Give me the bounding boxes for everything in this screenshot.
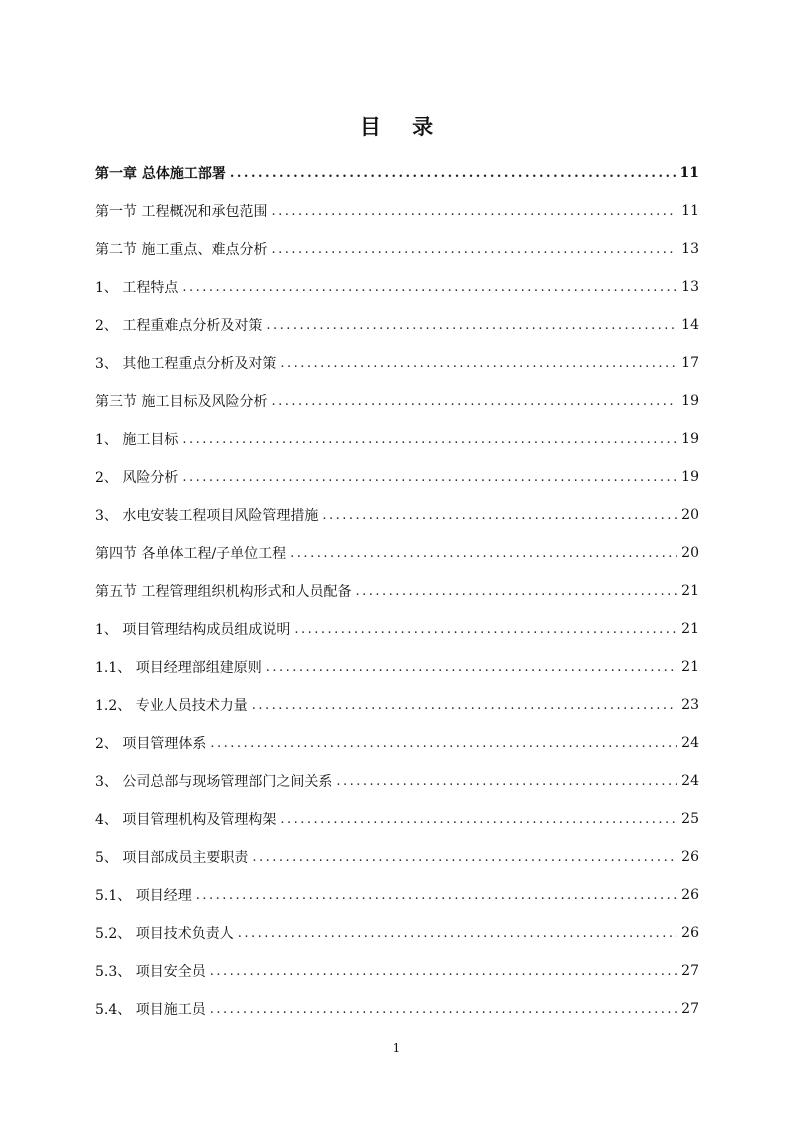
toc-entry-label: 1、 项目管理结构成员组成说明 (95, 622, 291, 638)
toc-entry-label: 第一节 工程概况和承包范围 (95, 204, 268, 220)
dot-leader (182, 471, 677, 484)
toc-entry-page: 17 (681, 355, 699, 371)
toc-entry[interactable] (95, 534, 699, 572)
toc-entry-page: 21 (681, 621, 699, 637)
toc-entry-page: 19 (681, 431, 699, 447)
toc-entry-label: 2、 风险分析 (95, 470, 179, 486)
toc-entry[interactable] (95, 192, 699, 230)
dot-leader (252, 699, 677, 712)
dot-leader (210, 737, 677, 750)
dot-leader (294, 623, 677, 636)
toc-entry-label: 5.3、 项目安全员 (95, 964, 206, 980)
toc-entry-page: 24 (681, 735, 699, 751)
toc-entry-label: 1.2、 专业人员技术力量 (95, 698, 248, 714)
toc-entry[interactable] (95, 154, 699, 192)
toc-entry[interactable] (95, 990, 699, 1028)
dot-leader (271, 243, 677, 256)
toc-entry[interactable] (95, 572, 699, 610)
toc-entry-page: 27 (681, 1001, 699, 1017)
dot-leader (290, 547, 677, 560)
toc-entry-label: 2、 项目管理体系 (95, 736, 207, 752)
toc-entry-label: 3、 其他工程重点分析及对策 (95, 356, 277, 372)
toc-entry-page: 23 (681, 697, 699, 713)
toc-entry[interactable] (95, 268, 699, 306)
dot-leader (266, 661, 677, 674)
dot-leader (266, 319, 677, 332)
dot-leader (280, 357, 677, 370)
toc-entry-label: 第一章 总体施工部署 (95, 166, 226, 182)
toc-entry-page: 21 (681, 659, 699, 675)
toc-entry-label: 1、 工程特点 (95, 280, 179, 296)
toc-entry-page: 24 (681, 773, 699, 789)
dot-leader (322, 509, 677, 522)
toc-entry-label: 第三节 施工目标及风险分析 (95, 394, 268, 410)
toc-entry[interactable] (95, 306, 699, 344)
toc-entry-label: 第五节 工程管理组织机构形式和人员配备 (95, 584, 352, 600)
toc-entry-page: 26 (681, 887, 699, 903)
toc-entry-label: 2、 工程重难点分析及对策 (95, 318, 263, 334)
dot-leader (252, 851, 677, 864)
dot-leader (182, 281, 677, 294)
toc-entry-page: 11 (679, 165, 699, 181)
toc-entry-page: 11 (681, 203, 699, 219)
dot-leader (271, 205, 677, 218)
dot-leader (182, 433, 677, 446)
dot-leader (196, 889, 677, 902)
page-number: 1 (392, 1041, 401, 1055)
toc-entry-page: 13 (681, 241, 699, 257)
toc-entry[interactable] (95, 420, 699, 458)
toc-entry[interactable] (95, 610, 699, 648)
toc-entry-label: 5.4、 项目施工员 (95, 1002, 206, 1018)
toc-entry[interactable] (95, 952, 699, 990)
toc-entry[interactable] (95, 914, 699, 952)
toc-entry-page: 13 (681, 279, 699, 295)
table-of-contents (95, 154, 699, 1028)
toc-entry-page: 21 (681, 583, 699, 599)
toc-entry[interactable] (95, 686, 699, 724)
toc-entry-label: 5.2、 项目技术负责人 (95, 926, 234, 942)
toc-entry[interactable] (95, 724, 699, 762)
toc-entry-label: 3、 公司总部与现场管理部门之间关系 (95, 774, 333, 790)
toc-entry-page: 26 (681, 849, 699, 865)
toc-entry-page: 20 (681, 545, 699, 561)
toc-entry-page: 19 (681, 393, 699, 409)
dot-leader (210, 965, 677, 978)
dot-leader (355, 585, 677, 598)
toc-entry-label: 第四节 各单体工程/子单位工程 (95, 546, 287, 562)
toc-entry[interactable] (95, 230, 699, 268)
toc-entry-page: 14 (681, 317, 699, 333)
dot-leader (280, 813, 677, 826)
page-title: 目 录 (359, 114, 446, 139)
dot-leader (336, 775, 677, 788)
toc-entry-label: 4、 项目管理机构及管理构架 (95, 812, 277, 828)
toc-entry[interactable] (95, 838, 699, 876)
toc-entry-page: 26 (681, 925, 699, 941)
toc-entry-label: 1、 施工目标 (95, 432, 179, 448)
toc-entry[interactable] (95, 762, 699, 800)
toc-entry[interactable] (95, 876, 699, 914)
toc-entry-label: 5、 项目部成员主要职责 (95, 850, 249, 866)
toc-entry-page: 25 (681, 811, 699, 827)
toc-entry-label: 第二节 施工重点、难点分析 (95, 242, 268, 258)
toc-entry-label: 5.1、 项目经理 (95, 888, 192, 904)
dot-leader (238, 927, 677, 940)
toc-entry[interactable] (95, 382, 699, 420)
dot-leader (230, 167, 676, 180)
toc-entry-label: 1.1、 项目经理部组建原则 (95, 660, 262, 676)
toc-entry[interactable] (95, 800, 699, 838)
toc-entry-page: 19 (681, 469, 699, 485)
toc-entry[interactable] (95, 344, 699, 382)
toc-entry[interactable] (95, 496, 699, 534)
toc-entry[interactable] (95, 458, 699, 496)
toc-entry[interactable] (95, 648, 699, 686)
toc-entry-page: 27 (681, 963, 699, 979)
toc-entry-page: 20 (681, 507, 699, 523)
toc-entry-label: 3、 水电安装工程项目风险管理措施 (95, 508, 319, 524)
dot-leader (271, 395, 677, 408)
dot-leader (210, 1003, 677, 1016)
